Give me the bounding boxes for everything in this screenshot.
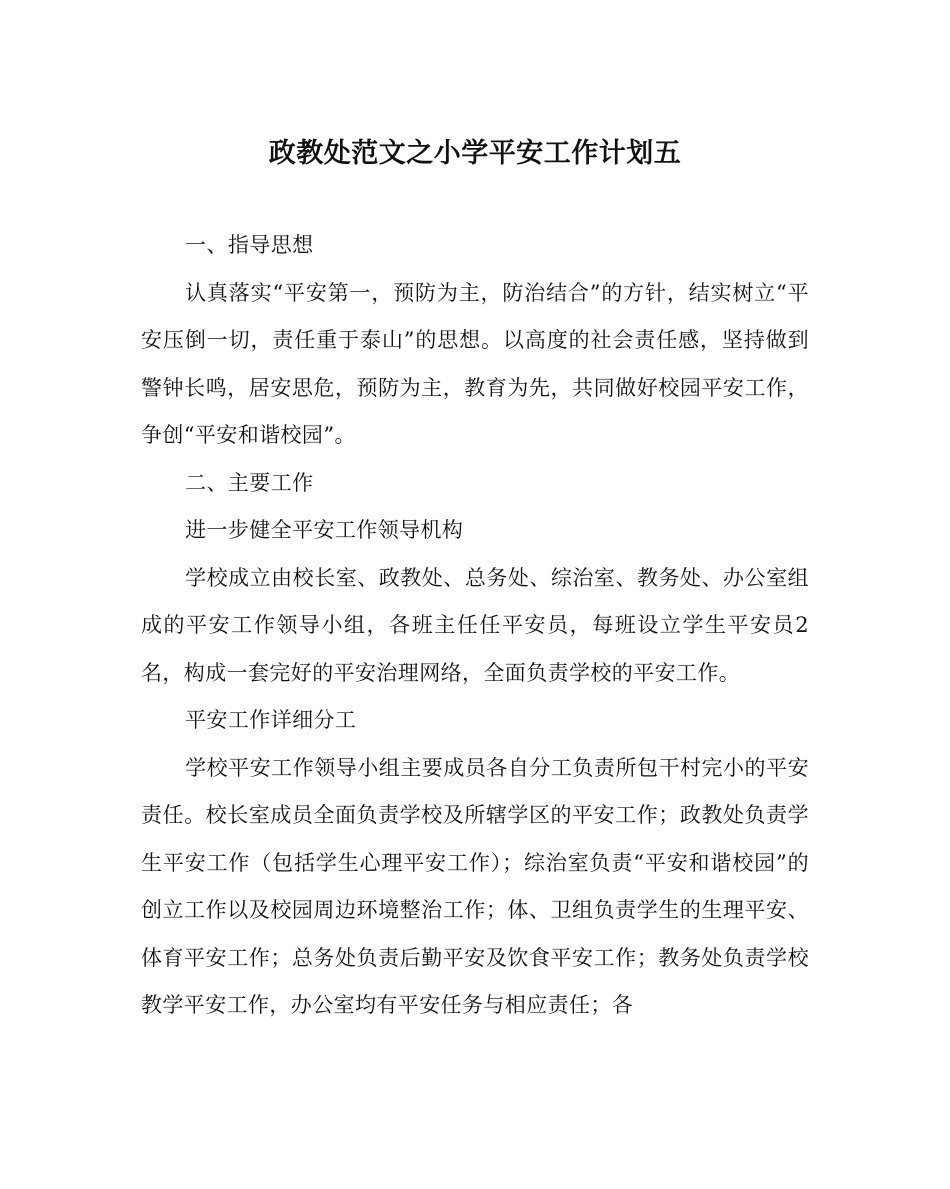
document-title: 政教处范文之小学平安工作计划五 <box>268 138 682 169</box>
subheading-leadership-body: 进一步健全平安工作领导机构 <box>185 518 464 542</box>
paragraph-leadership-body: 学校成立由校长室、政教处、总务处、综治室、教务处、办公室组成的平安工作领导小组，各班主任任平安员，每班设立学生平安员2名，构成一套完好的平安治理网络，全面负责学校的平安工作。 <box>141 565 809 685</box>
document-body <box>141 222 809 1030</box>
paragraph-division-of-work: 学校平安工作领导小组主要成员各自分工负责所包干村完小的平安责任。校长室成员全面负责学校及所辖学区的平安工作；政教处负责学生平安工作（包括学生心理平安工作）；综治室负责“平安和谐校园”的创立工作以及校园周边环境整治工作；体、卫组负责学生的生理平安、体育平安工作；总务处负责后勤平安及饮食平安工作；教务处负责学校教学平安工作，办公室均有平安任务与相应责任；各 <box>141 755 809 1017</box>
subheading-division-of-work: 平安工作详细分工 <box>185 708 357 732</box>
paragraph-guiding-ideology: 认真落实“平安第一，预防为主，防治结合”的方针，结实树立“平安压倒一切，责任重于泰山”的思想。以高度的社会责任感，坚持做到警钟长鸣，居安思危，预防为主，教育为先，共同做好校园平安工作，争创“平安和谐校园”。 <box>141 280 809 447</box>
section-heading-main-work: 二、主要工作 <box>185 470 314 495</box>
section-heading-guiding-ideology: 一、指导思想 <box>185 233 314 257</box>
